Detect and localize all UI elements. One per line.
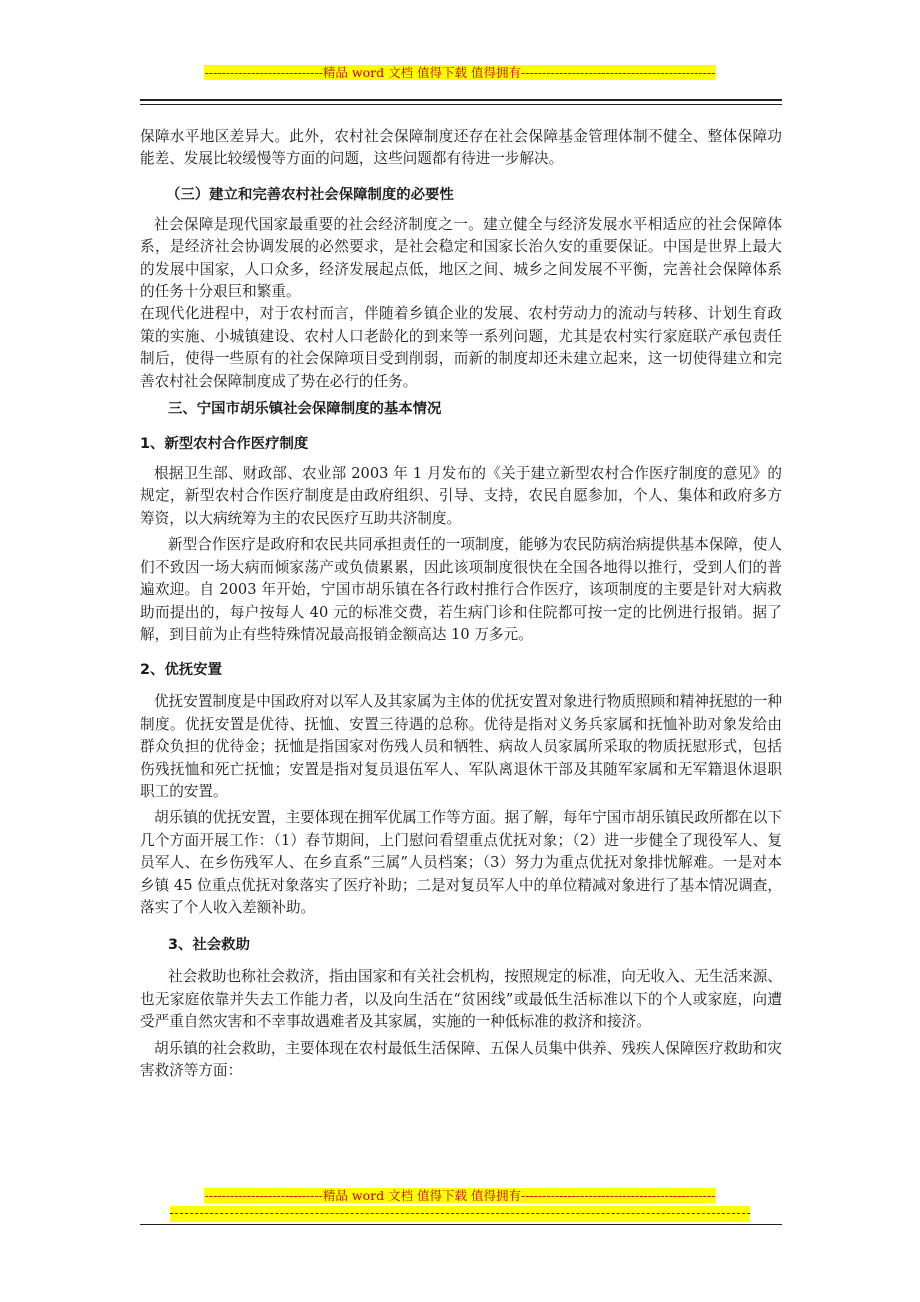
paragraph-9: 胡乐镇的社会救助，主要体现在农村最低生活保障、五保人员集中供养、残疾人保障医疗救助和灾害救济等方面：	[140, 1039, 782, 1079]
paragraph-2: 社会保障是现代国家最重要的社会经济制度之一。建立健全与经济发展水平相适应的社会保障体系，是经济社会协调发展的必然要求，是社会稳定和国家长治久安的重要保证。中国是世界上最大的发展中国家，人口众多，经济发展起点低，地区之间、城乡之间发展不平衡，完善社会保障体系的任务十分艰巨和繁重。	[140, 215, 782, 301]
paragraph-4: 根据卫生部、财政部、农业部 2003 年 1 月发布的《关于建立新型农村合作医疗制度的意见》的规定，新型农村合作医疗制度是由政府组织、引导、支持，农民自愿参加，个人、集体和政府多方筹资，以大病统筹为主的农民医疗互助共济制度。	[140, 465, 782, 527]
header-banner	[0, 64, 920, 82]
footer-rule	[140, 1224, 782, 1225]
section-heading-huile: 三、宁国市胡乐镇社会保障制度的基本情况	[168, 401, 442, 418]
footer-banner-text: ----------------------------精品 word 文档 值得下载 值得拥有----------------------------------------------	[204, 1188, 716, 1203]
subheading-placement: 2、优抚安置	[140, 662, 222, 679]
document-body	[140, 126, 782, 1082]
paragraph-1: 保障水平地区差异大。此外，农村社会保障制度还存在社会保障基金管理体制不健全、整体保障功能差、发展比较缓慢等方面的问题，这些问题都有待进一步解决。	[140, 128, 782, 168]
footer-dash-line	[170, 1206, 750, 1222]
paragraph-8: 社会救助也称社会救济，指由国家和有关社会机构，按照规定的标准，向无收入、无生活来源、也无家庭依靠并失去工作能力者，以及向生活在“贫困线”或最低生活标准以下的个人或家庭，向遭受严重自然灾害和不幸事故遇难者及其家属，实施的一种低标准的救济和接济。	[140, 968, 782, 1031]
paragraph-6: 优抚安置制度是中国政府对以军人及其家属为主体的优抚安置对象进行物质照顾和精神抚慰的一种制度。优抚安置是优待、抚恤、安置三待遇的总称。优待是指对义务兵家属和抚恤补助对象发给由群众负担的优待金；抚恤是指国家对伤残人员和牺牲、病故人员家属所采取的物质抚慰形式，包括伤残抚恤和死亡抚恤；安置是指对复员退伍军人、军队离退休干部及其随军家属和无军籍退休退职职工的安置。	[140, 693, 782, 800]
paragraph-7: 胡乐镇的优抚安置，主要体现在拥军优属工作等方面。据了解，每年宁国市胡乐镇民政所都在以下几个方面开展工作：（1）春节期间，上门慰问看望重点优抚对象；（2）进一步健全了现役军人、复员军人、在乡伤残军人、在乡直系“三属”人员档案；（3）努力为重点优抚对象排忧解难。一是对本乡镇 45 位重点优抚对象落实了医疗补助；二是对复员军人中的单位精减对象进行了基本情况调查，落实了个人收入差额补助。	[140, 809, 782, 916]
section-heading-necessity: （三）建立和完善农村社会保障制度的必要性	[166, 186, 454, 203]
footer-banner	[0, 1187, 920, 1205]
footer-dash-stroke	[170, 1213, 750, 1214]
subheading-medical: 1、新型农村合作医疗制度	[140, 436, 309, 453]
header-banner-text: ----------------------------精品 word 文档 值得下载 值得拥有----------------------------------------------	[204, 65, 716, 80]
subheading-assistance: 3、社会救助	[168, 937, 250, 954]
header-rule-top	[140, 99, 782, 101]
paragraph-5: 新型合作医疗是政府和农民共同承担责任的一项制度，能够为农民防病治病提供基本保障，使人们不致因一场大病而倾家荡产或负债累累，因此该项制度很快在全国各地得以推行，受到人们的普遍欢迎。自 2003 年开始，宁国市胡乐镇在各行政村推行合作医疗，该项制度的主要是针对大病救助而提出的，每户按每人 40 元的标准交费，若生病门诊和住院都可按一定的比例进行报销。据了解，到目前为止有些特殊情况最高报销金额高达 10 万多元。	[140, 536, 782, 643]
paragraph-3: 在现代化进程中，对于农村而言，伴随着乡镇企业的发展、农村劳动力的流动与转移、计划生育政策的实施、小城镇建设、农村人口老龄化的到来等一系列问题，尤其是农村实行家庭联产承包责任制后，使得一些原有的社会保障项目受到削弱，而新的制度却还未建立起来，这一切使得建立和完善农村社会保障制度成了势在必行的任务。	[140, 305, 782, 390]
header-rule-bottom	[140, 104, 782, 105]
